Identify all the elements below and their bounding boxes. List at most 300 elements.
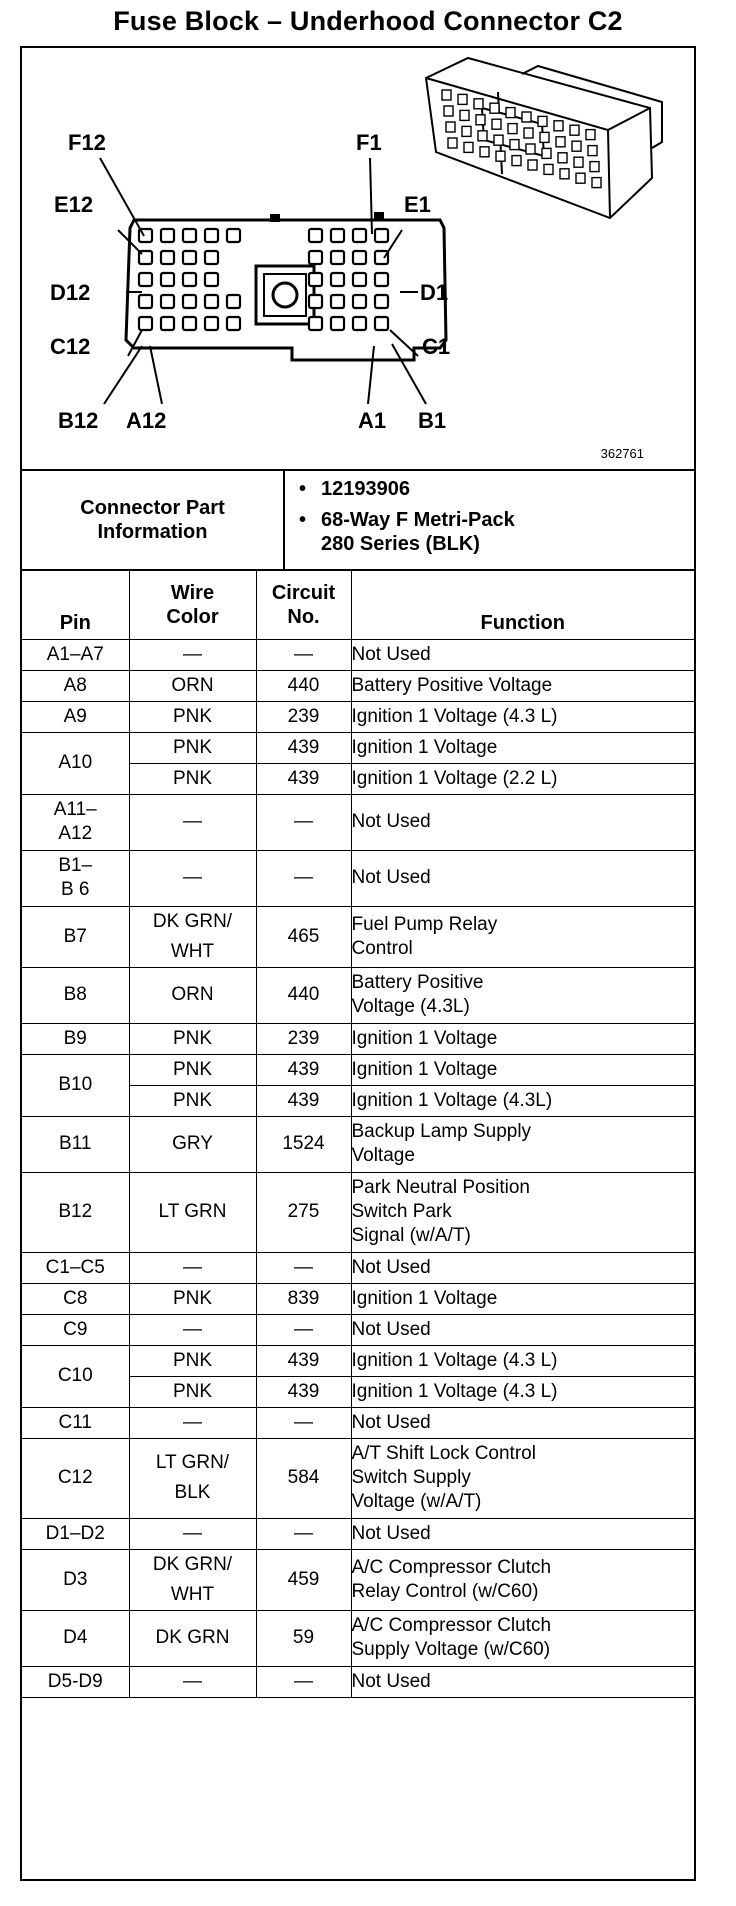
- circuit-number-cell: [256, 1116, 351, 1172]
- circuit-number: 439: [287, 1058, 320, 1080]
- pin-cavity: [353, 273, 366, 286]
- circuit-number: —: [294, 643, 313, 665]
- page-title: Fuse Block – Underhood Connector C2: [113, 6, 623, 36]
- pin-label: B12: [58, 1201, 93, 1222]
- function-cell: [351, 1314, 694, 1345]
- table-row: [22, 1438, 694, 1518]
- circuit-number-cell: [256, 639, 351, 670]
- pin-cell: [22, 1407, 129, 1438]
- circuit-number: —: [294, 1670, 313, 1692]
- wire-color-cell: [129, 1345, 256, 1376]
- pin-cavity: [309, 273, 322, 286]
- wire-color-cell: [129, 732, 256, 763]
- function-cell: [351, 763, 694, 794]
- sketch-cavity: [522, 112, 531, 122]
- part-number-row: [299, 477, 694, 501]
- pin-label: C9: [63, 1318, 88, 1340]
- function-text: Not Used: [351, 1318, 431, 1340]
- sketch-cavity: [464, 142, 473, 152]
- pin-cavity: [183, 251, 196, 264]
- pin-cell: [22, 850, 129, 906]
- circuit-number-cell: [256, 763, 351, 794]
- wire-color: DK GRN: [155, 1627, 230, 1648]
- sketch-cavity: [528, 160, 537, 170]
- function-cell: [351, 850, 694, 906]
- part-number: 12193906: [321, 478, 410, 500]
- sketch-cavity: [508, 124, 517, 134]
- pin-cavity: [139, 295, 152, 308]
- function-text: Signal (w/A/T): [351, 1225, 471, 1246]
- header-function: Function: [351, 571, 694, 639]
- function-text: Voltage (4.3L): [351, 996, 470, 1017]
- wire-color-cell: [129, 701, 256, 732]
- pin-label: A8: [63, 674, 87, 696]
- sketch-cavity: [572, 141, 581, 151]
- sketch-cavity: [490, 103, 499, 113]
- function-cell: [351, 1252, 694, 1283]
- connector-description-line: 280 Series (BLK): [321, 533, 480, 555]
- pin-cell: [22, 1283, 129, 1314]
- pin-cavity: [309, 229, 322, 242]
- circuit-number-cell: [256, 1376, 351, 1407]
- connector-info-label: [22, 471, 285, 569]
- wire-color-cell: [129, 670, 256, 701]
- pin-cavity: [139, 273, 152, 286]
- wire-color: ORN: [171, 674, 214, 696]
- function-text: Not Used: [351, 643, 431, 665]
- function-text: A/C Compressor Clutch: [351, 1615, 552, 1636]
- wire-color: BLK: [174, 1482, 211, 1503]
- function-cell: [351, 1666, 694, 1697]
- function-cell: [351, 1407, 694, 1438]
- table-row: [22, 967, 694, 1023]
- table-row: [22, 701, 694, 732]
- function-text: Not Used: [351, 1256, 431, 1278]
- function-cell: [351, 906, 694, 967]
- function-text: Battery Positive Voltage: [351, 674, 553, 696]
- pin-label: A11–: [53, 799, 97, 820]
- table-row: [22, 1345, 694, 1376]
- wire-color-cell: [129, 850, 256, 906]
- circuit-number: 439: [287, 736, 320, 758]
- sketch-cavity: [542, 148, 551, 158]
- wire-color-cell: [129, 1407, 256, 1438]
- wire-color: —: [183, 1318, 202, 1340]
- wire-color: ORN: [171, 984, 214, 1005]
- sketch-cavity: [556, 137, 565, 147]
- center-bolt-icon: [273, 283, 297, 307]
- connector-info-label-line: Connector Part: [80, 497, 225, 519]
- sketch-cavity: [590, 162, 599, 172]
- connector-key-tab: [374, 212, 384, 220]
- pin-label: A10: [58, 752, 93, 773]
- pin-cell: [22, 1054, 129, 1116]
- pin-cavity: [353, 317, 366, 330]
- pin-cavity: [139, 317, 152, 330]
- pin-cavity: [161, 273, 174, 286]
- table-row: [22, 1407, 694, 1438]
- sketch-cavity: [494, 135, 503, 145]
- wire-color-cell: [129, 1023, 256, 1054]
- pin-label: B7: [63, 925, 87, 947]
- pin-cavity: [353, 251, 366, 264]
- circuit-number: —: [294, 1256, 313, 1278]
- function-cell: [351, 732, 694, 763]
- pin-cell: [22, 1172, 129, 1252]
- circuit-number-cell: [256, 1252, 351, 1283]
- circuit-number: 239: [287, 1027, 320, 1049]
- wire-color: PNK: [172, 1027, 213, 1049]
- function-cell: [351, 1283, 694, 1314]
- pin-cavity: [353, 295, 366, 308]
- pin-cell: [22, 639, 129, 670]
- pin-label: A1–A7: [46, 643, 104, 665]
- circuit-number: 275: [287, 1201, 320, 1222]
- pin-cell: [22, 1345, 129, 1407]
- circuit-number: 239: [287, 705, 320, 727]
- wire-color-cell: [129, 967, 256, 1023]
- circuit-number: 439: [287, 767, 320, 789]
- function-text: Fuel Pump Relay: [351, 913, 498, 935]
- connector-info-details: [285, 471, 694, 569]
- sketch-cavity: [442, 90, 451, 100]
- circuit-number: —: [294, 1411, 313, 1433]
- connector-description-line: 68-Way F Metri-Pack: [321, 509, 515, 531]
- pin-label: B 6: [60, 879, 90, 900]
- wire-color: WHT: [170, 1583, 215, 1605]
- pin-cavity: [353, 229, 366, 242]
- circuit-number-cell: [256, 1666, 351, 1697]
- sketch-cavity: [524, 128, 533, 138]
- wire-color-cell: [129, 1116, 256, 1172]
- pin-cavity: [205, 317, 218, 330]
- label-f12: F12: [68, 130, 106, 155]
- circuit-number-cell: [256, 1283, 351, 1314]
- label-a1: A1: [358, 408, 387, 433]
- pin-label: C1–C5: [45, 1256, 105, 1278]
- pin-cavity: [227, 229, 240, 242]
- pin-cell: [22, 967, 129, 1023]
- table-row: [22, 1314, 694, 1345]
- pin-cavity: [161, 229, 174, 242]
- wire-color: —: [183, 867, 202, 888]
- wire-color: PNK: [172, 767, 213, 789]
- function-text: Not Used: [351, 1522, 431, 1544]
- function-text: Ignition 1 Voltage: [351, 1058, 498, 1080]
- circuit-number-cell: [256, 794, 351, 850]
- connector-description-row: [299, 508, 694, 556]
- circuit-number-cell: [256, 701, 351, 732]
- function-cell: [351, 1023, 694, 1054]
- wire-color-cell: [129, 1610, 256, 1666]
- table-row: [22, 732, 694, 763]
- wire-color: —: [183, 1670, 202, 1692]
- connector-part-information: [22, 471, 694, 571]
- pin-label: D1–D2: [45, 1522, 105, 1544]
- wire-color: —: [183, 1256, 202, 1278]
- wire-color: PNK: [172, 705, 213, 727]
- sketch-cavity: [560, 169, 569, 179]
- circuit-number: 459: [287, 1568, 320, 1590]
- sketch-cavity: [592, 178, 601, 188]
- wire-color-cell: [129, 1085, 256, 1116]
- sketch-cavity: [554, 121, 563, 131]
- pin-cell: [22, 732, 129, 794]
- sketch-cavity: [544, 164, 553, 174]
- function-cell: [351, 670, 694, 701]
- wire-color-cell: [129, 1283, 256, 1314]
- pin-cavity: [331, 229, 344, 242]
- function-text: Supply Voltage (w/C60): [351, 1639, 551, 1660]
- wire-color-cell: [129, 1252, 256, 1283]
- function-text: Not Used: [351, 1670, 431, 1692]
- circuit-number-cell: [256, 670, 351, 701]
- function-cell: [351, 1438, 694, 1518]
- function-text: Ignition 1 Voltage (4.3 L): [351, 1349, 558, 1371]
- table-row: [22, 1172, 694, 1252]
- sketch-cavity: [588, 146, 597, 156]
- circuit-number-cell: [256, 732, 351, 763]
- sketch-cavity: [510, 140, 519, 150]
- wire-color: PNK: [172, 736, 213, 758]
- function-text: Battery Positive: [351, 972, 484, 993]
- connector-info-label-line: Information: [97, 521, 208, 543]
- function-text: Not Used: [351, 867, 431, 888]
- pin-label: A12: [58, 823, 93, 844]
- function-cell: [351, 1116, 694, 1172]
- circuit-number-cell: [256, 967, 351, 1023]
- sketch-cavity: [458, 94, 467, 104]
- wire-color: PNK: [172, 1380, 213, 1402]
- circuit-number-cell: [256, 1054, 351, 1085]
- function-cell: [351, 639, 694, 670]
- sketch-cavity: [496, 151, 505, 161]
- pin-cell: [22, 1116, 129, 1172]
- function-cell: [351, 1085, 694, 1116]
- circuit-number: 440: [287, 984, 320, 1005]
- pin-label: C10: [57, 1365, 93, 1386]
- function-text: A/T Shift Lock Control: [351, 1443, 536, 1464]
- circuit-number: 439: [287, 1380, 320, 1402]
- bullet-icon: •: [299, 478, 307, 500]
- table-row: [22, 906, 694, 967]
- function-text: Ignition 1 Voltage: [351, 1287, 498, 1309]
- sketch-cavity: [526, 144, 535, 154]
- pin-cell: [22, 1252, 129, 1283]
- circuit-number: 839: [287, 1287, 320, 1309]
- sketch-cavity: [512, 156, 521, 166]
- function-text: Backup Lamp Supply: [351, 1121, 532, 1142]
- circuit-number-cell: [256, 1172, 351, 1252]
- pin-cavity: [309, 295, 322, 308]
- pin-cavity: [375, 251, 388, 264]
- wire-color: PNK: [172, 1058, 213, 1080]
- header-wire-color: Wire Color: [129, 571, 256, 639]
- pin-cavity: [309, 251, 322, 264]
- circuit-number: —: [294, 1522, 313, 1544]
- function-cell: [351, 967, 694, 1023]
- label-d12: D12: [50, 280, 91, 305]
- pinout-table-body: [22, 639, 694, 1697]
- function-cell: [351, 794, 694, 850]
- function-cell: [351, 1172, 694, 1252]
- wire-color-cell: [129, 1666, 256, 1697]
- function-text: Voltage (w/A/T): [351, 1491, 482, 1512]
- connector-key-tab: [270, 214, 280, 222]
- pin-label: B1–: [58, 855, 93, 876]
- wire-color: —: [183, 811, 202, 832]
- label-b12: B12: [58, 408, 99, 433]
- label-b1: B1: [418, 408, 447, 433]
- label-f1: F1: [356, 130, 382, 155]
- wire-color: PNK: [172, 1349, 213, 1371]
- pin-cavity: [331, 317, 344, 330]
- table-row: [22, 850, 694, 906]
- table-row: [22, 1283, 694, 1314]
- header-circuit-number: Circuit No.: [256, 571, 351, 639]
- wire-color-cell: [129, 763, 256, 794]
- wire-color: PNK: [172, 1287, 213, 1309]
- pin-cavity: [205, 229, 218, 242]
- circuit-number: 440: [287, 674, 320, 696]
- function-text: Control: [351, 937, 413, 959]
- pin-cell: [22, 701, 129, 732]
- wire-color: —: [183, 643, 202, 665]
- pin-cell: [22, 906, 129, 967]
- figure-number: 362761: [600, 446, 644, 461]
- table-row: [22, 670, 694, 701]
- pin-cavity: [331, 273, 344, 286]
- table-row: [22, 1023, 694, 1054]
- sketch-cavity: [478, 131, 487, 141]
- table-row: [22, 1054, 694, 1085]
- wire-color-cell: [129, 639, 256, 670]
- sketch-cavity: [460, 110, 469, 120]
- table-row: [22, 639, 694, 670]
- wire-color-cell: [129, 1518, 256, 1549]
- table-row: [22, 794, 694, 850]
- wire-color-cell: [129, 1549, 256, 1610]
- sketch-cavity: [462, 126, 471, 136]
- pin-cavity: [375, 273, 388, 286]
- function-text: Relay Control (w/C60): [351, 1580, 539, 1602]
- pin-label: A9: [63, 705, 87, 727]
- pin-label: B9: [63, 1027, 87, 1049]
- wire-color: —: [183, 1522, 202, 1544]
- function-cell: [351, 1054, 694, 1085]
- pin-cavity: [375, 295, 388, 308]
- pin-cell: [22, 1666, 129, 1697]
- circuit-number-cell: [256, 1518, 351, 1549]
- pin-label: B10: [58, 1074, 93, 1095]
- label-e1: E1: [404, 192, 431, 217]
- circuit-number: 584: [287, 1467, 320, 1488]
- wire-color: LT GRN: [158, 1201, 227, 1222]
- sketch-cavity: [570, 125, 579, 135]
- wire-color-cell: [129, 1438, 256, 1518]
- sketch-cavity: [476, 115, 485, 125]
- circuit-number-cell: [256, 850, 351, 906]
- pin-cell: [22, 1438, 129, 1518]
- pin-cavity: [205, 273, 218, 286]
- header-pin: Pin: [22, 571, 129, 639]
- pin-cavity: [205, 295, 218, 308]
- wire-color-cell: [129, 1376, 256, 1407]
- sketch-cavity: [444, 106, 453, 116]
- pin-cell: [22, 1549, 129, 1610]
- pin-label: C11: [58, 1411, 92, 1433]
- circuit-number-cell: [256, 906, 351, 967]
- wire-color: —: [183, 1411, 202, 1433]
- sketch-cavity: [538, 116, 547, 126]
- bullet-icon: •: [299, 509, 307, 531]
- circuit-number-cell: [256, 1085, 351, 1116]
- circuit-number: 1524: [282, 1133, 325, 1154]
- function-text: Ignition 1 Voltage (4.3L): [351, 1089, 553, 1111]
- wire-color-cell: [129, 1054, 256, 1085]
- sketch-cavity: [558, 153, 567, 163]
- circuit-number: 465: [287, 925, 320, 947]
- sketch-cavity: [492, 119, 501, 129]
- sketch-cavity: [586, 130, 595, 140]
- function-text: Switch Park: [351, 1201, 452, 1222]
- pin-cavity: [183, 295, 196, 308]
- pin-cavity: [331, 251, 344, 264]
- wire-color: LT GRN/: [155, 1452, 230, 1473]
- pin-cell: [22, 670, 129, 701]
- circuit-number-cell: [256, 1314, 351, 1345]
- label-a12: A12: [126, 408, 167, 433]
- circuit-number: —: [294, 1318, 313, 1340]
- table-row: [22, 1518, 694, 1549]
- circuit-number: 439: [287, 1089, 320, 1111]
- function-text: Ignition 1 Voltage (4.3 L): [351, 1380, 558, 1402]
- pin-cavity: [183, 273, 196, 286]
- table-row: [22, 1610, 694, 1666]
- pin-cell: [22, 1518, 129, 1549]
- table-row: [22, 1666, 694, 1697]
- pin-cavity: [161, 317, 174, 330]
- pinout-table: [22, 571, 694, 1698]
- pin-cavity: [183, 317, 196, 330]
- function-cell: [351, 701, 694, 732]
- wire-color-cell: [129, 1172, 256, 1252]
- circuit-number-cell: [256, 1345, 351, 1376]
- function-text: Voltage: [351, 1145, 415, 1166]
- function-text: A/C Compressor Clutch: [351, 1556, 552, 1578]
- table-row: [22, 1252, 694, 1283]
- wire-color: DK GRN/: [152, 1553, 233, 1575]
- pin-cell: [22, 794, 129, 850]
- function-cell: [351, 1345, 694, 1376]
- table-row: [22, 1116, 694, 1172]
- circuit-number: —: [294, 867, 313, 888]
- function-text: Ignition 1 Voltage (2.2 L): [351, 767, 558, 789]
- pin-cavity: [161, 251, 174, 264]
- pin-label: B8: [63, 984, 87, 1005]
- pin-label: D4: [63, 1627, 88, 1648]
- pin-cavity: [375, 317, 388, 330]
- wire-color: PNK: [172, 1089, 213, 1111]
- sketch-cavity: [480, 147, 489, 157]
- circuit-number: 439: [287, 1349, 320, 1371]
- pin-cavity: [227, 317, 240, 330]
- wire-color: GRY: [172, 1133, 213, 1154]
- circuit-number-cell: [256, 1023, 351, 1054]
- connector-3d-sketch: [426, 58, 662, 218]
- wire-color-cell: [129, 906, 256, 967]
- connector-face-drawing: [22, 48, 694, 469]
